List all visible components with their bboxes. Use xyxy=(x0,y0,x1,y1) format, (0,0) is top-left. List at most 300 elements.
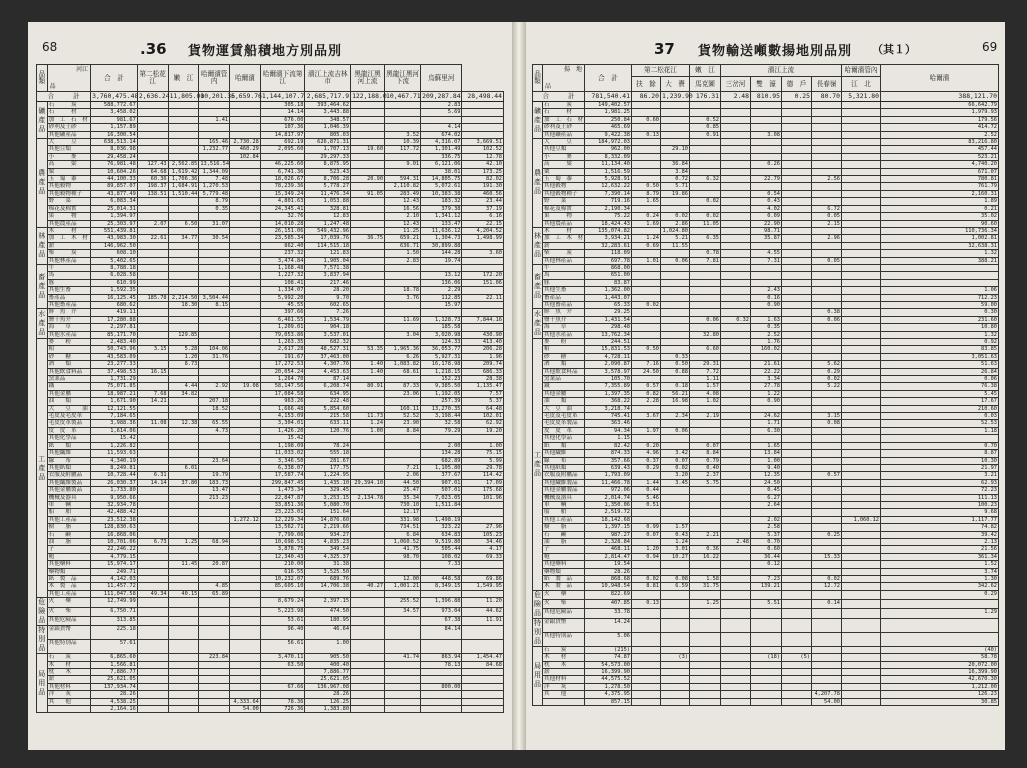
value-cell: 2.43 xyxy=(751,287,782,294)
value-cell xyxy=(842,609,881,618)
value-cell: 28.26 xyxy=(91,691,138,698)
value-cell xyxy=(230,691,261,698)
table-row xyxy=(533,576,999,583)
value-cell xyxy=(661,487,690,494)
value-cell: 11.91 xyxy=(462,616,504,625)
value-cell xyxy=(385,309,421,316)
value-cell xyxy=(137,698,168,705)
table-row xyxy=(37,109,504,116)
value-cell xyxy=(812,109,842,116)
value-cell xyxy=(690,487,721,494)
value-cell xyxy=(721,331,751,338)
value-cell: 1.58 xyxy=(690,576,721,583)
value-cell xyxy=(721,590,751,599)
value-cell xyxy=(385,339,421,346)
value-cell: 2,164.16 xyxy=(91,706,138,713)
value-cell: 17.67 xyxy=(881,398,999,405)
value-cell xyxy=(421,309,462,316)
value-cell xyxy=(782,457,812,464)
value-cell: 23,585.34 xyxy=(260,235,305,242)
value-cell: 0.20 xyxy=(632,442,661,449)
value-cell: 8.73 xyxy=(168,361,199,368)
value-cell: 349.54 xyxy=(305,546,351,553)
value-cell xyxy=(462,501,504,508)
value-cell: 689.76 xyxy=(305,576,351,583)
value-cell xyxy=(721,264,751,271)
table-row xyxy=(533,309,999,316)
table-row xyxy=(533,190,999,197)
value-cell xyxy=(881,279,999,286)
value-cell xyxy=(812,632,842,646)
value-cell xyxy=(230,683,261,690)
value-cell xyxy=(168,583,199,590)
table-row xyxy=(533,109,999,116)
value-cell xyxy=(812,646,842,653)
value-cell xyxy=(661,442,690,449)
value-cell xyxy=(168,398,199,405)
value-cell: 7.16 xyxy=(632,361,661,368)
value-cell: 90.60 xyxy=(881,220,999,227)
value-cell xyxy=(199,640,230,654)
value-cell: 10.39 xyxy=(385,139,421,146)
value-cell: 53.61 xyxy=(260,616,305,625)
value-cell xyxy=(462,676,504,683)
value-cell: 57.61 xyxy=(91,640,138,654)
item-name: 車 輌 xyxy=(47,501,91,508)
item-name: 粕 xyxy=(543,346,585,353)
value-cell: 397.66 xyxy=(260,309,305,316)
value-cell xyxy=(690,568,721,575)
value-cell xyxy=(421,698,462,705)
value-cell: 83.87 xyxy=(585,279,632,286)
value-cell xyxy=(690,102,721,109)
value-cell: 2.64 xyxy=(751,501,782,508)
value-cell xyxy=(721,242,751,249)
value-cell xyxy=(199,250,230,257)
value-cell xyxy=(782,590,812,599)
value-cell: 379.38 xyxy=(421,205,462,212)
value-cell xyxy=(632,287,661,294)
value-cell: 33.78 xyxy=(585,609,632,618)
value-cell xyxy=(385,691,421,698)
category-cell: 畜產品 xyxy=(533,264,543,308)
value-cell xyxy=(721,324,751,331)
value-cell: 42,488.42 xyxy=(91,509,138,516)
table-row xyxy=(533,205,999,212)
item-name: 火 柴 xyxy=(543,600,585,609)
value-cell: 1,426.20 xyxy=(260,427,305,434)
value-cell: 128,830.63 xyxy=(91,524,138,531)
value-cell xyxy=(812,190,842,197)
value-cell: 0.50 xyxy=(632,346,661,353)
value-cell: 11,033.02 xyxy=(260,450,305,457)
value-cell xyxy=(351,472,385,479)
value-cell xyxy=(661,124,690,131)
left-page-number: 68 xyxy=(42,40,58,54)
value-cell: 0.02 xyxy=(632,576,661,583)
item-name: 薪 xyxy=(47,242,91,249)
value-cell xyxy=(721,376,751,383)
item-name: 油 脂 xyxy=(47,538,91,545)
value-cell xyxy=(462,301,504,308)
value-cell xyxy=(661,324,690,331)
item-name: 鮮 魚 介 xyxy=(47,309,91,316)
value-cell: 8.81 xyxy=(632,583,661,590)
value-cell xyxy=(690,669,721,676)
table-row xyxy=(37,487,504,494)
value-cell: 5.28 xyxy=(168,346,199,353)
item-name: 畜產品 xyxy=(543,294,585,301)
value-cell: 10,701.06 xyxy=(91,538,138,545)
value-cell xyxy=(751,590,782,599)
value-cell xyxy=(782,669,812,676)
value-cell: 4,538.25 xyxy=(91,698,138,705)
value-cell: 1.57 xyxy=(690,383,721,390)
value-cell: 608.10 xyxy=(91,250,138,257)
value-cell: 12.38 xyxy=(168,420,199,427)
value-cell: 1,272.12 xyxy=(230,516,261,523)
value-cell: 36.75 xyxy=(351,235,385,242)
table-row xyxy=(533,487,999,494)
value-cell: 83.85 xyxy=(881,346,999,353)
value-cell: 45.55 xyxy=(260,301,305,308)
value-cell: 26,030.37 xyxy=(91,479,138,486)
item-name: 粕 xyxy=(47,346,91,353)
value-cell: 1,666.48 xyxy=(260,405,305,412)
value-cell: 27.96 xyxy=(462,524,504,531)
value-cell xyxy=(721,487,751,494)
column-header: 哈爾濱下流第江 xyxy=(260,65,305,92)
table-row xyxy=(37,316,504,323)
value-cell: 1,443.07 xyxy=(585,294,632,301)
value-cell: 107.36 xyxy=(260,124,305,131)
value-cell: 105.23 xyxy=(462,531,504,538)
value-cell: 68.61 xyxy=(385,368,421,375)
value-cell xyxy=(842,339,881,346)
value-cell xyxy=(230,676,261,683)
value-cell: 35.34 xyxy=(385,494,421,501)
value-cell xyxy=(230,390,261,397)
value-cell: 165.46 xyxy=(199,139,230,146)
value-cell: 1,060.52 xyxy=(385,538,421,545)
value-cell xyxy=(385,442,421,449)
item-name: 畜產品 xyxy=(47,294,91,301)
value-cell: 36.44 xyxy=(751,553,782,560)
value-cell: 987.27 xyxy=(585,531,632,538)
item-name: 其他穀物 xyxy=(543,183,585,190)
value-cell: 32,934.78 xyxy=(91,501,138,508)
value-cell: 682.32 xyxy=(305,339,351,346)
item-name: 金銀貨幣 xyxy=(543,618,585,632)
value-cell: 6,741.36 xyxy=(260,168,305,175)
value-cell xyxy=(632,435,661,442)
value-cell: 1.24 xyxy=(661,538,690,545)
value-cell: 112.85 xyxy=(421,294,462,301)
left-header-row xyxy=(37,65,504,92)
value-cell xyxy=(721,442,751,449)
value-cell xyxy=(812,227,842,234)
value-cell xyxy=(721,553,751,560)
value-cell: 0.06 xyxy=(661,427,690,434)
value-cell: 69.86 xyxy=(462,576,504,583)
value-cell: 2.34 xyxy=(661,413,690,420)
item-name: 其他礦產品 xyxy=(543,131,585,138)
value-cell xyxy=(721,213,751,220)
category-cell: 農產品 xyxy=(533,139,543,228)
value-cell: 32.76 xyxy=(260,213,305,220)
value-cell xyxy=(351,561,385,568)
value-cell: 6.60 xyxy=(690,346,721,353)
total-value: 781,540.41 xyxy=(585,92,632,102)
value-cell: 104.06 xyxy=(199,346,230,353)
station-header: 三岔河 xyxy=(721,77,751,92)
item-name: 其他危險品 xyxy=(47,616,91,625)
value-cell xyxy=(632,146,661,153)
value-cell xyxy=(199,102,230,109)
value-cell: 3.52 xyxy=(385,131,421,138)
table-row xyxy=(533,139,999,146)
table-row xyxy=(37,546,504,553)
value-cell xyxy=(661,294,690,301)
value-cell: 626,871.31 xyxy=(305,139,351,146)
value-cell: 184,972.03 xyxy=(585,139,632,146)
value-cell xyxy=(137,576,168,583)
value-cell: 16,125.45 xyxy=(91,294,138,301)
value-cell xyxy=(462,568,504,575)
value-cell xyxy=(351,294,385,301)
value-cell xyxy=(842,420,881,427)
value-cell: 507.01 xyxy=(421,487,462,494)
value-cell: 8,788.18 xyxy=(91,264,138,271)
value-cell: 21.97 xyxy=(881,464,999,471)
value-cell xyxy=(842,413,881,420)
value-cell xyxy=(721,472,751,479)
value-cell: 46.64 xyxy=(305,626,351,640)
item-name: 其他農產品 xyxy=(47,220,91,227)
item-name: 木 材 xyxy=(543,654,585,661)
value-cell xyxy=(199,607,230,616)
category-cell: 局用品 xyxy=(533,646,543,705)
value-cell xyxy=(690,420,721,427)
category-cell: 特別品 xyxy=(38,626,46,653)
value-cell xyxy=(421,590,462,597)
table-row xyxy=(37,607,504,616)
value-cell xyxy=(137,553,168,560)
value-cell: 0.57 xyxy=(632,383,661,390)
value-cell xyxy=(351,457,385,464)
value-cell xyxy=(842,235,881,242)
value-cell xyxy=(812,524,842,531)
value-cell: 12.17 xyxy=(385,509,421,516)
value-cell xyxy=(199,683,230,690)
value-cell xyxy=(842,600,881,609)
total-value: 86.20 xyxy=(632,92,661,102)
category-cell: 畜產品 xyxy=(37,264,48,308)
value-cell xyxy=(782,609,812,618)
value-cell xyxy=(137,153,168,160)
value-cell xyxy=(690,501,721,508)
value-cell: 594.31 xyxy=(385,176,421,183)
table-row xyxy=(37,368,504,375)
value-cell: 1,128.73 xyxy=(421,316,462,323)
value-cell xyxy=(842,205,881,212)
value-cell: 6,083.34 xyxy=(91,198,138,205)
value-cell: 4,316.07 xyxy=(421,139,462,146)
value-cell: 16.22 xyxy=(690,553,721,560)
value-cell: 1.69 xyxy=(632,220,661,227)
item-name: 藥物類 xyxy=(543,568,585,575)
item-name: 小 麥 xyxy=(47,153,91,160)
value-cell: 19.79 xyxy=(199,472,230,479)
value-cell xyxy=(230,198,261,205)
value-cell: 126.23 xyxy=(881,691,999,698)
value-cell xyxy=(721,301,751,308)
value-cell xyxy=(661,153,690,160)
value-cell: 1,619.42 xyxy=(168,168,199,175)
table-row xyxy=(37,353,504,360)
value-cell xyxy=(385,153,421,160)
table-row xyxy=(533,346,999,353)
table-row xyxy=(533,561,999,568)
value-cell xyxy=(721,618,751,632)
value-cell xyxy=(351,683,385,690)
value-cell: 3.15 xyxy=(137,346,168,353)
value-cell xyxy=(462,669,504,676)
value-cell xyxy=(168,227,199,234)
value-cell: 80.91 xyxy=(351,383,385,390)
value-cell xyxy=(721,524,751,531)
value-cell: 1,301.49 xyxy=(421,146,462,153)
table-row xyxy=(37,661,504,668)
item-name: 其他金屬製品 xyxy=(47,487,91,494)
value-cell xyxy=(690,494,721,501)
value-cell xyxy=(812,501,842,508)
value-cell: 206.28 xyxy=(462,346,504,353)
value-cell xyxy=(721,205,751,212)
value-cell: 7.21 xyxy=(385,464,421,471)
value-cell xyxy=(421,640,462,654)
value-cell xyxy=(751,568,782,575)
item-name: 柴 炭 xyxy=(47,250,91,257)
value-cell: 16,868.06 xyxy=(91,531,138,538)
value-cell xyxy=(661,698,690,705)
value-cell xyxy=(690,676,721,683)
value-cell xyxy=(721,339,751,346)
value-cell: 98.70 xyxy=(385,553,421,560)
value-cell: 44.50 xyxy=(385,479,421,486)
value-cell xyxy=(230,309,261,316)
value-cell: 0.02 xyxy=(690,213,721,220)
table-row xyxy=(533,618,999,632)
value-cell xyxy=(842,442,881,449)
value-cell: 42,670.30 xyxy=(881,676,999,683)
value-cell xyxy=(812,242,842,249)
value-cell: 0.02 xyxy=(812,576,842,583)
value-cell xyxy=(661,609,690,618)
value-cell xyxy=(782,235,812,242)
value-cell xyxy=(782,213,812,220)
value-cell xyxy=(881,272,999,279)
value-cell xyxy=(782,324,812,331)
value-cell xyxy=(230,661,261,668)
value-cell xyxy=(751,683,782,690)
value-cell: 58.78 xyxy=(881,654,999,661)
value-cell xyxy=(812,324,842,331)
item-name: 鞄 xyxy=(47,553,91,560)
item-name: 其他農產品 xyxy=(543,220,585,227)
value-cell: 160.02 xyxy=(751,346,782,353)
item-name: 船 舶 xyxy=(543,509,585,516)
value-cell xyxy=(812,676,842,683)
value-cell: 407.85 xyxy=(585,600,632,609)
value-cell: 5.69 xyxy=(421,109,462,116)
value-cell: 0.35 xyxy=(199,205,230,212)
value-cell xyxy=(842,168,881,175)
value-cell: 7.81 xyxy=(690,257,721,264)
table-row xyxy=(533,301,999,308)
value-cell: 56.21 xyxy=(661,390,690,397)
value-cell xyxy=(661,272,690,279)
value-cell xyxy=(721,413,751,420)
table-row xyxy=(533,590,999,599)
value-cell xyxy=(462,264,504,271)
value-cell: 11,457.72 xyxy=(91,583,138,590)
column-header: 嫩 江 xyxy=(168,65,199,92)
value-cell xyxy=(842,553,881,560)
harbin-column-header: 哈爾濱 xyxy=(881,65,999,92)
value-cell: 1.30 xyxy=(881,576,999,583)
value-cell: 4,325.37 xyxy=(305,553,351,560)
value-cell: 23.06 xyxy=(385,390,421,397)
value-cell xyxy=(812,250,842,257)
table-row xyxy=(37,509,504,516)
value-cell xyxy=(199,616,230,625)
item-name: 毛皮皮革製品 xyxy=(47,420,91,427)
value-cell xyxy=(632,139,661,146)
value-cell: 24.50 xyxy=(632,368,661,375)
value-cell xyxy=(351,598,385,607)
value-cell: 17.09 xyxy=(462,479,504,486)
value-cell: 0.14 xyxy=(812,600,842,609)
item-name: 線 布 xyxy=(543,457,585,464)
value-cell: 0.02 xyxy=(812,376,842,383)
table-row xyxy=(37,153,504,160)
item-name: 其他水產品 xyxy=(543,331,585,338)
value-cell xyxy=(812,546,842,553)
value-cell: 244.51 xyxy=(585,339,632,346)
value-cell xyxy=(842,250,881,257)
value-cell: 185.78 xyxy=(137,294,168,301)
table-row xyxy=(533,353,999,360)
value-cell: 0.03 xyxy=(881,413,999,420)
item-name: 油 類 xyxy=(543,398,585,405)
table-row xyxy=(37,124,504,131)
value-cell xyxy=(351,706,385,713)
value-cell xyxy=(842,287,881,294)
table-row xyxy=(37,309,504,316)
value-cell: 1,905.04 xyxy=(305,257,351,264)
value-cell: 13,516.54 xyxy=(200,161,230,168)
value-cell: 12.43 xyxy=(385,198,421,205)
value-cell xyxy=(168,509,199,516)
value-cell xyxy=(842,538,881,545)
value-cell: 1.71 xyxy=(751,420,782,427)
value-cell: 0.06 xyxy=(881,376,999,383)
value-cell xyxy=(632,153,661,160)
value-cell xyxy=(199,257,230,264)
value-cell: 0.07 xyxy=(690,442,721,449)
group-header-nen: 嫩 江 xyxy=(690,65,721,77)
